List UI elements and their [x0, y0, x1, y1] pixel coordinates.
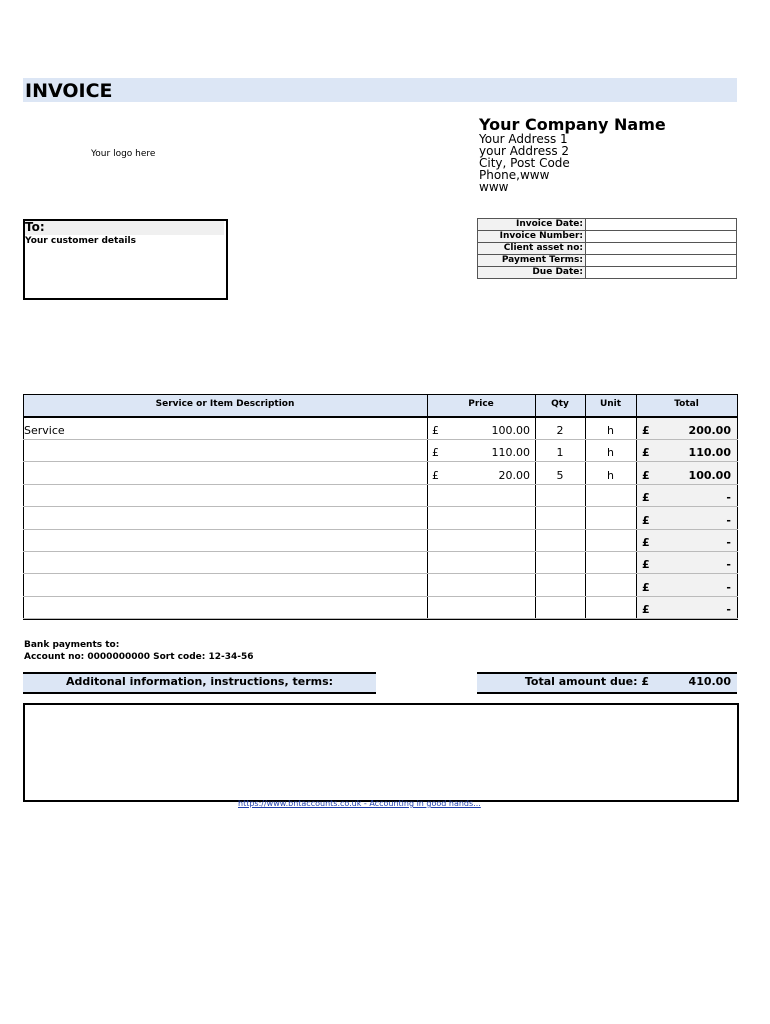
header-unit: Unit — [599, 399, 622, 409]
total-due-label: Total amount due: £ — [524, 675, 649, 688]
header-total: Total — [674, 399, 699, 409]
invoice-meta-table — [477, 218, 737, 279]
company-phone: Phone,www — [479, 168, 550, 182]
meta-label: Invoice Date: — [478, 219, 586, 231]
meta-row-due-date — [478, 267, 737, 279]
item-price: 110.00 — [491, 446, 530, 459]
notes-box[interactable] — [23, 703, 739, 802]
total-currency: £ — [642, 514, 650, 527]
table-row — [23, 574, 738, 597]
meta-row-invoice-number — [478, 231, 737, 243]
company-web: www — [479, 180, 509, 194]
total-currency: £ — [642, 491, 650, 504]
total-currency: £ — [642, 558, 650, 571]
invoice-title: INVOICE — [25, 80, 113, 102]
header-qty: Qty — [551, 399, 569, 409]
meta-row-client-asset — [478, 243, 737, 255]
invoice-date-value[interactable] — [586, 219, 737, 231]
item-description: Service — [24, 424, 65, 437]
item-qty: 1 — [556, 446, 564, 459]
company-address-2: your Address 2 — [479, 144, 570, 158]
item-qty: 2 — [556, 424, 564, 437]
total-currency: £ — [642, 469, 650, 482]
item-total: - — [726, 491, 731, 504]
meta-row-invoice-date — [478, 219, 737, 231]
total-currency: £ — [642, 446, 650, 459]
item-total: 100.00 — [688, 469, 731, 482]
item-total: 200.00 — [688, 424, 731, 437]
total-due-value: 410.00 — [688, 675, 731, 688]
item-total: - — [726, 536, 731, 549]
customer-label: To: — [25, 220, 45, 234]
total-currency: £ — [642, 603, 650, 616]
company-name: Your Company Name — [479, 115, 666, 134]
price-currency: £ — [432, 469, 439, 482]
item-unit: h — [607, 446, 614, 459]
company-city: City, Post Code — [479, 156, 570, 170]
total-currency: £ — [642, 424, 650, 437]
additional-info-label: Additonal information, instructions, terms: — [65, 675, 334, 688]
footer-link[interactable]: https://www.bntaccounts.co.uk - Accounting in good hands... — [238, 799, 481, 808]
total-currency: £ — [642, 581, 650, 594]
meta-label: Payment Terms: — [478, 255, 586, 267]
item-price: 100.00 — [491, 424, 530, 437]
item-total: - — [726, 581, 731, 594]
table-row — [23, 507, 738, 530]
item-total: - — [726, 558, 731, 571]
header-description: Service or Item Description — [155, 399, 295, 409]
price-currency: £ — [432, 424, 439, 437]
due-date-value[interactable] — [586, 267, 737, 279]
item-total: 110.00 — [688, 446, 731, 459]
bank-account-line: Account no: 0000000000 Sort code: 12-34-56 — [24, 652, 254, 662]
item-qty: 5 — [556, 469, 564, 482]
meta-label: Invoice Number: — [478, 231, 586, 243]
total-currency: £ — [642, 536, 650, 549]
bank-heading: Bank payments to: — [24, 640, 120, 650]
header-price: Price — [468, 399, 494, 409]
table-row — [23, 596, 738, 619]
item-total: - — [726, 514, 731, 527]
company-address-1: Your Address 1 — [479, 132, 568, 146]
price-currency: £ — [432, 446, 439, 459]
item-total: - — [726, 603, 731, 616]
invoice-number-value[interactable] — [586, 231, 737, 243]
client-asset-value[interactable] — [586, 243, 737, 255]
table-row — [23, 529, 738, 552]
logo-placeholder: Your logo here — [91, 149, 156, 159]
table-row — [23, 551, 738, 574]
meta-label: Client asset no: — [478, 243, 586, 255]
table-row — [23, 484, 738, 507]
title-bar — [23, 78, 737, 102]
payment-terms-value[interactable] — [586, 255, 737, 267]
meta-row-payment-terms — [478, 255, 737, 267]
customer-box-header — [25, 221, 224, 235]
customer-details[interactable]: Your customer details — [25, 236, 136, 246]
item-unit: h — [607, 424, 614, 437]
item-price: 20.00 — [498, 469, 530, 482]
item-unit: h — [607, 469, 614, 482]
meta-label: Due Date: — [478, 267, 586, 279]
